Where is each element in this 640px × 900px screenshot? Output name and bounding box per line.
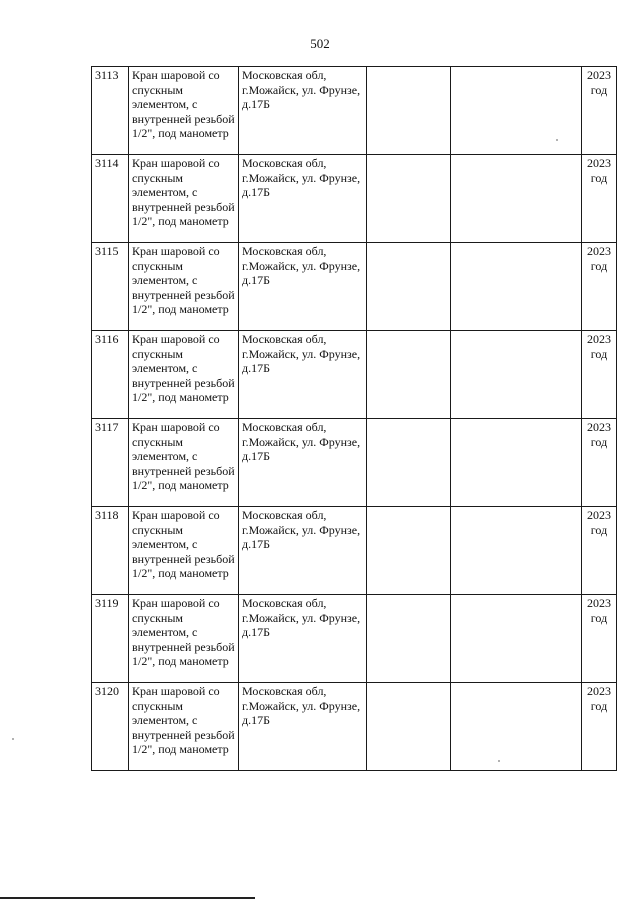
- year-cell: 2023 год: [582, 243, 617, 331]
- empty-cell: [451, 331, 582, 419]
- table-row: [92, 243, 617, 331]
- empty-cell: [451, 683, 582, 771]
- item-name-cell: Кран шаровой со спускным элементом, с внутренней резьбой 1/2", под манометр: [129, 331, 239, 419]
- address-cell: Московская обл, г.Можайск, ул. Фрунзе, д.17Б: [239, 595, 367, 683]
- table-row: [92, 331, 617, 419]
- inventory-table-body: [92, 67, 617, 771]
- table-row: [92, 507, 617, 595]
- table-row: [92, 683, 617, 771]
- page-number: 502: [310, 36, 330, 51]
- row-number-cell: 3117: [92, 419, 129, 507]
- address-cell: Московская обл, г.Можайск, ул. Фрунзе, д.17Б: [239, 155, 367, 243]
- row-number-cell: 3120: [92, 683, 129, 771]
- bottom-edge-rule: [0, 897, 255, 899]
- year-cell: 2023 год: [582, 507, 617, 595]
- address-cell: Московская обл, г.Можайск, ул. Фрунзе, д.17Б: [239, 507, 367, 595]
- address-cell: Московская обл, г.Можайск, ул. Фрунзе, д.17Б: [239, 331, 367, 419]
- inventory-table-wrapper: [91, 66, 616, 771]
- row-number-cell: 3115: [92, 243, 129, 331]
- year-cell: 2023 год: [582, 155, 617, 243]
- address-cell: Московская обл, г.Можайск, ул. Фрунзе, д.17Б: [239, 683, 367, 771]
- address-cell: Московская обл, г.Можайск, ул. Фрунзе, д.17Б: [239, 243, 367, 331]
- address-cell: Московская обл, г.Можайск, ул. Фрунзе, д.17Б: [239, 67, 367, 155]
- table-row: [92, 67, 617, 155]
- row-number-cell: 3116: [92, 331, 129, 419]
- table-row: [92, 595, 617, 683]
- empty-cell: [451, 419, 582, 507]
- empty-cell: [367, 331, 451, 419]
- empty-cell: [451, 155, 582, 243]
- row-number-cell: 3119: [92, 595, 129, 683]
- empty-cell: [367, 683, 451, 771]
- empty-cell: [367, 595, 451, 683]
- year-cell: 2023 год: [582, 419, 617, 507]
- empty-cell: [451, 595, 582, 683]
- row-number-cell: 3118: [92, 507, 129, 595]
- item-name-cell: Кран шаровой со спускным элементом, с внутренней резьбой 1/2", под манометр: [129, 507, 239, 595]
- inventory-table: [91, 66, 617, 771]
- table-row: [92, 155, 617, 243]
- address-cell: Московская обл, г.Можайск, ул. Фрунзе, д.17Б: [239, 419, 367, 507]
- empty-cell: [367, 419, 451, 507]
- empty-cell: [367, 155, 451, 243]
- empty-cell: [451, 67, 582, 155]
- empty-cell: [367, 507, 451, 595]
- row-number-cell: 3114: [92, 155, 129, 243]
- item-name-cell: Кран шаровой со спускным элементом, с внутренней резьбой 1/2", под манометр: [129, 243, 239, 331]
- table-row: [92, 419, 617, 507]
- year-cell: 2023 год: [582, 67, 617, 155]
- empty-cell: [451, 507, 582, 595]
- empty-cell: [367, 243, 451, 331]
- empty-cell: [367, 67, 451, 155]
- item-name-cell: Кран шаровой со спускным элементом, с внутренней резьбой 1/2", под манометр: [129, 683, 239, 771]
- row-number-cell: 3113: [92, 67, 129, 155]
- empty-cell: [451, 243, 582, 331]
- scan-speck: [498, 760, 500, 762]
- year-cell: 2023 год: [582, 595, 617, 683]
- item-name-cell: Кран шаровой со спускным элементом, с внутренней резьбой 1/2", под манометр: [129, 595, 239, 683]
- scan-speck: [556, 139, 558, 141]
- scan-speck: [12, 738, 14, 740]
- item-name-cell: Кран шаровой со спускным элементом, с внутренней резьбой 1/2", под манометр: [129, 67, 239, 155]
- year-cell: 2023 год: [582, 331, 617, 419]
- item-name-cell: Кран шаровой со спускным элементом, с внутренней резьбой 1/2", под манометр: [129, 419, 239, 507]
- year-cell: 2023 год: [582, 683, 617, 771]
- item-name-cell: Кран шаровой со спускным элементом, с внутренней резьбой 1/2", под манометр: [129, 155, 239, 243]
